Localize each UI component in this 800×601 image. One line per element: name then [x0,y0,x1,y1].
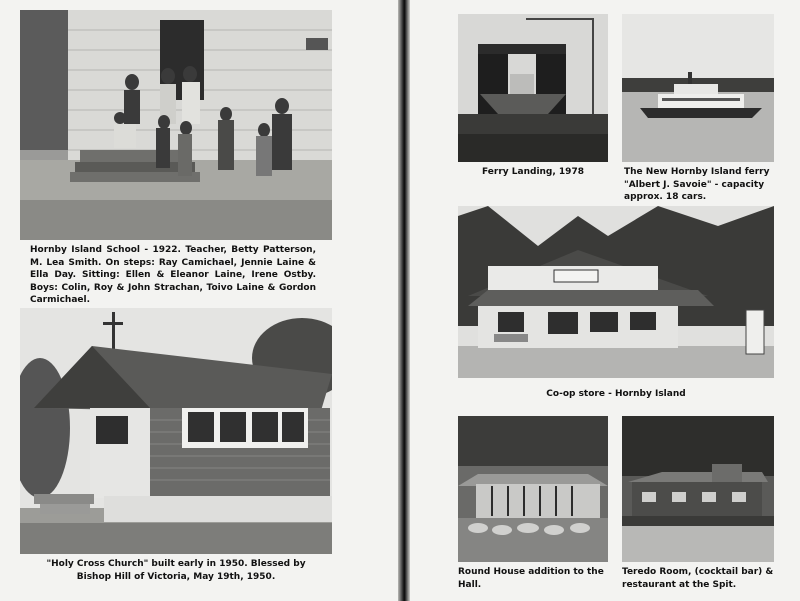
coop-caption: Co-op store - Hornby Island [546,389,686,399]
school-caption: Hornby Island School - 1922. Teacher, Betty Patterson, M. Lea Smith. On steps: Ray Camichael, Jennie Laine & Ella Day. Sitting: Ellen & Eleanor Laine, Irene Ostby. Boys: Colin, Roy & John Strachan, Toivo Laine & Gordon Carmichael. [30,245,316,305]
teredo-room-caption: Teredo Room, (cocktail bar) & restaurant at the Spit. [622,567,774,590]
right-page [410,0,800,601]
ferry-landing-caption: Ferry Landing, 1978 [482,167,584,177]
left-page [0,0,398,601]
school-photo [20,10,332,240]
round-house-caption: Round House addition to the Hall. [458,567,604,590]
ferry-caption: The New Hornby Island ferry "Albert J. Savoie" - capacity approx. 18 cars. [624,167,770,202]
church-photo [20,308,332,554]
ferry-landing-photo [458,14,608,162]
round-house-photo [458,416,608,562]
coop-store-photo [458,206,774,378]
teredo-room-photo [622,416,774,562]
book-gutter [398,0,410,601]
ferry-photo [622,14,774,162]
church-caption: "Holy Cross Church" built early in 1950. Blessed by Bishop Hill of Victoria, May 19th, 1950. [46,559,306,582]
